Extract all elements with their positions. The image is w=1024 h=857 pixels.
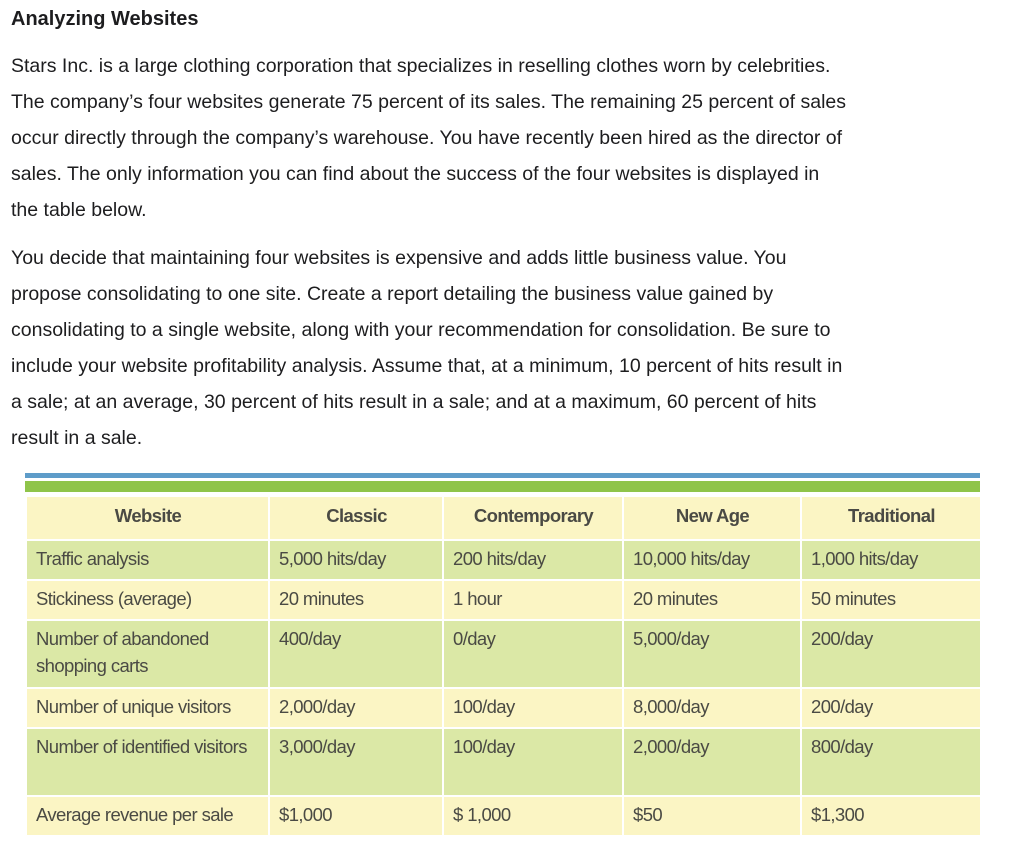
paragraph-line: sales. The only information you can find about the success of the four websites is displayed in <box>11 163 820 185</box>
paragraph-line: consolidating to a single website, along with your recommendation for consolidation. Be sure to <box>11 319 831 341</box>
paragraph-line: the table below. <box>11 199 147 221</box>
table-accent-rule <box>25 481 980 492</box>
table-cell: 1,000 hits/day <box>801 540 981 580</box>
page-title: Analyzing Websites <box>11 8 199 30</box>
task-paragraph <box>11 240 1011 456</box>
table-cell: 5,000 hits/day <box>269 540 443 580</box>
paragraph-line: The company’s four websites generate 75 percent of its sales. The remaining 25 percent of sales <box>11 91 846 113</box>
row-label: Average revenue per sale <box>26 796 269 836</box>
column-header: New Age <box>623 496 801 540</box>
table-row <box>26 540 981 580</box>
table-cell: 100/day <box>443 728 623 796</box>
table-cell: 1 hour <box>443 580 623 620</box>
row-label: Traffic analysis <box>26 540 269 580</box>
table-cell: $1,000 <box>269 796 443 836</box>
row-label: Number of unique visitors <box>26 688 269 728</box>
table-row <box>26 728 981 796</box>
table-cell: 10,000 hits/day <box>623 540 801 580</box>
table-cell: 2,000/day <box>269 688 443 728</box>
column-header: Website <box>26 496 269 540</box>
paragraph-line: You decide that maintaining four websites is expensive and adds little business value. You <box>11 247 787 269</box>
table-cell: $ 1,000 <box>443 796 623 836</box>
table-cell: 2,000/day <box>623 728 801 796</box>
paragraph-line: include your website profitability analysis. Assume that, at a minimum, 10 percent of hits result in <box>11 355 843 377</box>
table-top-rule <box>25 473 980 478</box>
paragraph-line: Stars Inc. is a large clothing corporation that specializes in reselling clothes worn by celebrities. <box>11 55 831 77</box>
column-header: Traditional <box>801 496 981 540</box>
table-cell: 20 minutes <box>623 580 801 620</box>
table-row <box>26 796 981 836</box>
table-cell: 200/day <box>801 620 981 688</box>
table-cell: 800/day <box>801 728 981 796</box>
table-row <box>26 688 981 728</box>
row-label: Number of identified visitors <box>26 728 269 796</box>
table-cell: 50 minutes <box>801 580 981 620</box>
table-cell: 400/day <box>269 620 443 688</box>
row-label: Stickiness (average) <box>26 580 269 620</box>
table-cell: 0/day <box>443 620 623 688</box>
intro-paragraph <box>11 48 1011 228</box>
paragraph-line: a sale; at an average, 30 percent of hits result in a sale; and at a maximum, 60 percent of hits <box>11 391 817 413</box>
table-cell: $50 <box>623 796 801 836</box>
table-cell: $1,300 <box>801 796 981 836</box>
row-label: Number of abandoned shopping carts <box>26 620 269 688</box>
column-header: Classic <box>269 496 443 540</box>
paragraph-line: propose consolidating to one site. Create a report detailing the business value gained by <box>11 283 774 305</box>
table-header-row <box>26 496 981 540</box>
table-cell: 20 minutes <box>269 580 443 620</box>
table-cell: 8,000/day <box>623 688 801 728</box>
website-table-figure <box>25 473 980 837</box>
table-row <box>26 580 981 620</box>
paragraph-line: occur directly through the company’s warehouse. You have recently been hired as the director of <box>11 127 843 149</box>
table-cell: 3,000/day <box>269 728 443 796</box>
table-cell: 100/day <box>443 688 623 728</box>
table-cell: 200 hits/day <box>443 540 623 580</box>
table-cell: 200/day <box>801 688 981 728</box>
paragraph-line: result in a sale. <box>11 427 143 449</box>
website-comparison-table <box>25 495 982 837</box>
table-row <box>26 620 981 688</box>
table-cell: 5,000/day <box>623 620 801 688</box>
column-header: Contemporary <box>443 496 623 540</box>
